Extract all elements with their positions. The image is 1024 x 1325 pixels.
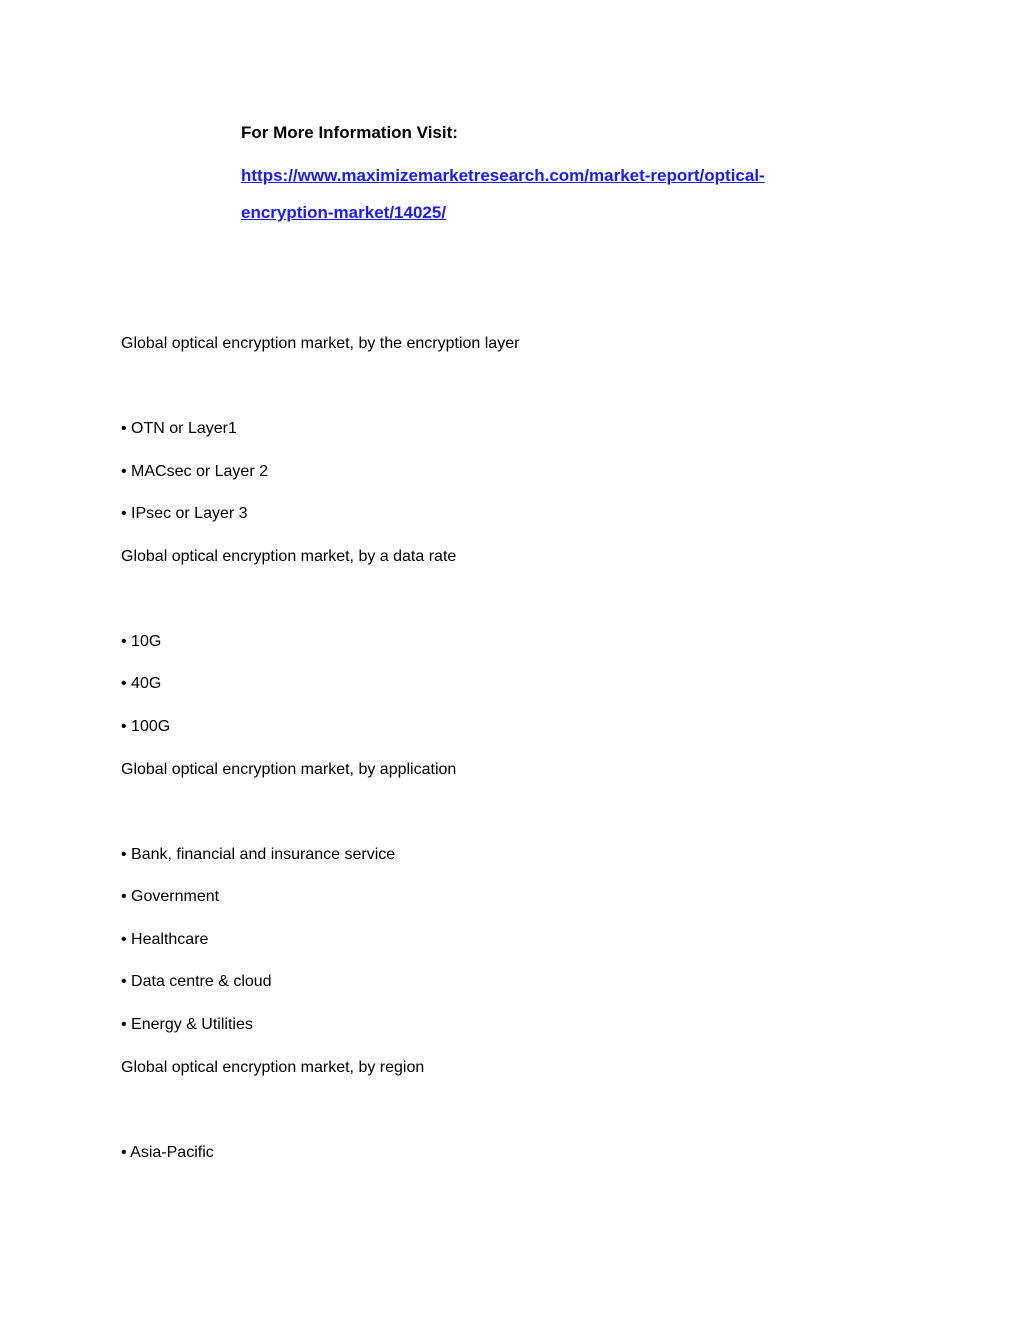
- list-item: • Asia-Pacific: [121, 1144, 214, 1161]
- list-item: • 10G: [121, 633, 162, 650]
- list-item: • Government: [121, 888, 220, 905]
- report-link[interactable]: [241, 157, 881, 231]
- list-item: • IPsec or Layer 3: [121, 505, 248, 522]
- list-item: • Energy & Utilities: [121, 1016, 253, 1033]
- report-link-line-1[interactable]: https://www.maximizemarketresearch.com/market-report/optical-: [241, 166, 765, 185]
- list-item: • MACsec or Layer 2: [121, 463, 268, 480]
- section-title-region: Global optical encryption market, by region: [121, 1059, 425, 1076]
- list-item: • Data centre & cloud: [121, 973, 272, 990]
- more-info-heading: For More Information Visit:: [241, 123, 458, 142]
- list-item: • OTN or Layer1: [121, 420, 237, 437]
- more-info-block: [241, 120, 881, 231]
- section-title-encryption-layer: Global optical encryption market, by the encryption layer: [121, 335, 520, 352]
- list-item: • 40G: [121, 675, 162, 692]
- section-title-application: Global optical encryption market, by application: [121, 761, 457, 778]
- list-item: • Healthcare: [121, 931, 209, 948]
- report-link-line-2[interactable]: encryption-market/14025/: [241, 203, 447, 222]
- list-item: • Bank, financial and insurance service: [121, 846, 396, 863]
- list-item: • 100G: [121, 718, 171, 735]
- section-title-data-rate: Global optical encryption market, by a data rate: [121, 548, 457, 565]
